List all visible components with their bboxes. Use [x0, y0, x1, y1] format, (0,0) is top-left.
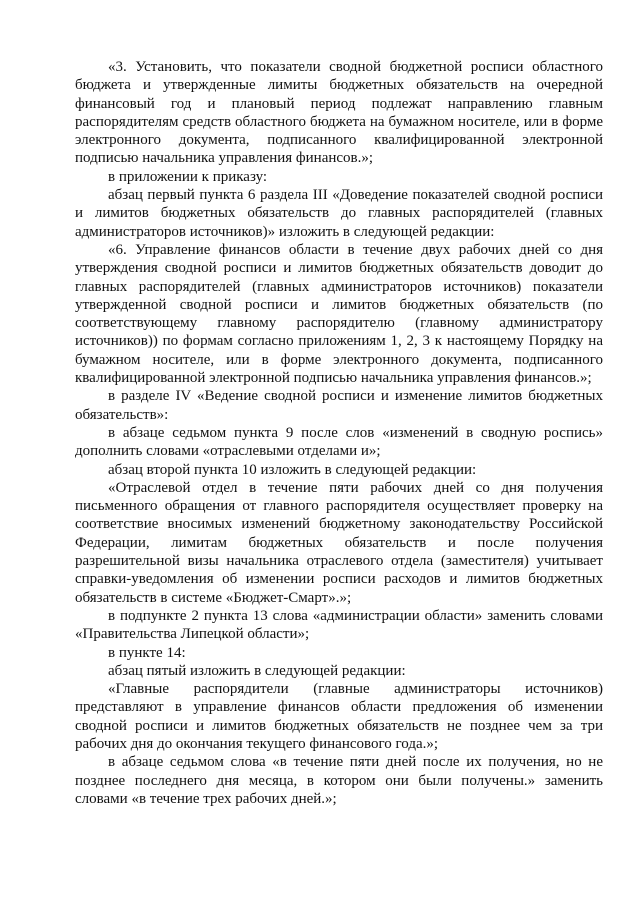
paragraph-point-10-new-text: «Отраслевой отдел в течение пяти рабочих дней со дня получения письменного обращения от главного распорядителя осуществляет проверку на соответствие вносимых изменений бюджетному законодательству Российской Федерации, лимитам бюджетных обязательств и после получения разрешительной визы начальника отраслевого отдела (заместителя) учитывает справки-уведомления об изменении росписи расходов и лимитов бюджетных обязательств в системе «Бюджет-Смарт».»;: [75, 479, 603, 606]
paragraph-item-3-statement: «3. Установить, что показатели сводной бюджетной росписи областного бюджета и утвержденные лимиты бюджетных обязательств на очередной финансовый год и плановый период подлежат направлению главным распорядителям средств областного бюджета на бумажном носителе, или в форме электронного документа, подписанного квалифицированной электронной подписью начальника управления финансов.»;: [75, 59, 603, 167]
paragraph-point-6-new-text: «6. Управление финансов области в течение двух рабочих дней со дня утверждения сводной росписи и лимитов бюджетных обязательств доводит до главных распорядителей (главных администраторов источников) показатели утвержденной сводной росписи и лимитов бюджетных обязательств (по соответствующему главному распорядителю (главному администратору источников)) по формам согласно приложениям 1, 2, 3 к настоящему Порядку на бумажном носителе, или в форме электронного документа, подписанного квалифицированной электронной подписью начальника управления финансов.»;: [75, 241, 603, 387]
paragraph-section-4-intro: в разделе IV «Ведение сводной росписи и изменение лимитов бюджетных обязательств»:: [75, 388, 603, 423]
paragraph-point-14-seventh-amendment: в абзаце седьмом слова «в течение пяти дней после их получения, но не позднее последнего дня месяца, в котором они были получены.» заменить словами «в течение трех рабочих дней.»;: [75, 754, 603, 807]
paragraph-point-14-fifth-amendment: абзац пятый изложить в следующей редакции:: [108, 662, 406, 679]
paragraph-point-13-amendment: в подпункте 2 пункта 13 слова «администрации области» заменить словами «Правительства Липецкой области»;: [75, 607, 603, 643]
document-body: [75, 58, 603, 808]
paragraph-appendix-intro: в приложении к приказу:: [108, 168, 268, 185]
paragraph-point-6-amendment: абзац первый пункта 6 раздела III «Доведение показателей сводной росписи и лимитов бюджетных обязательств до главных распорядителей (главных администраторов источников)» изложить в следующей редакции:: [75, 187, 603, 240]
paragraph-point-10-amendment: абзац второй пункта 10 изложить в следующей редакции:: [108, 461, 477, 478]
paragraph-point-14-intro: в пункте 14:: [108, 644, 186, 661]
paragraph-point-14-fifth-new-text: «Главные распорядители (главные администраторы источников) представляют в управление финансов области предложения об изменении сводной росписи и лимитов бюджетных обязательств не позднее чем за три рабочих дня до окончания текущего финансового года.»;: [75, 681, 603, 752]
paragraph-point-9-amendment: в абзаце седьмом пункта 9 после слов «изменений в сводную роспись» дополнить словами «отраслевыми отделами и»;: [75, 424, 603, 460]
